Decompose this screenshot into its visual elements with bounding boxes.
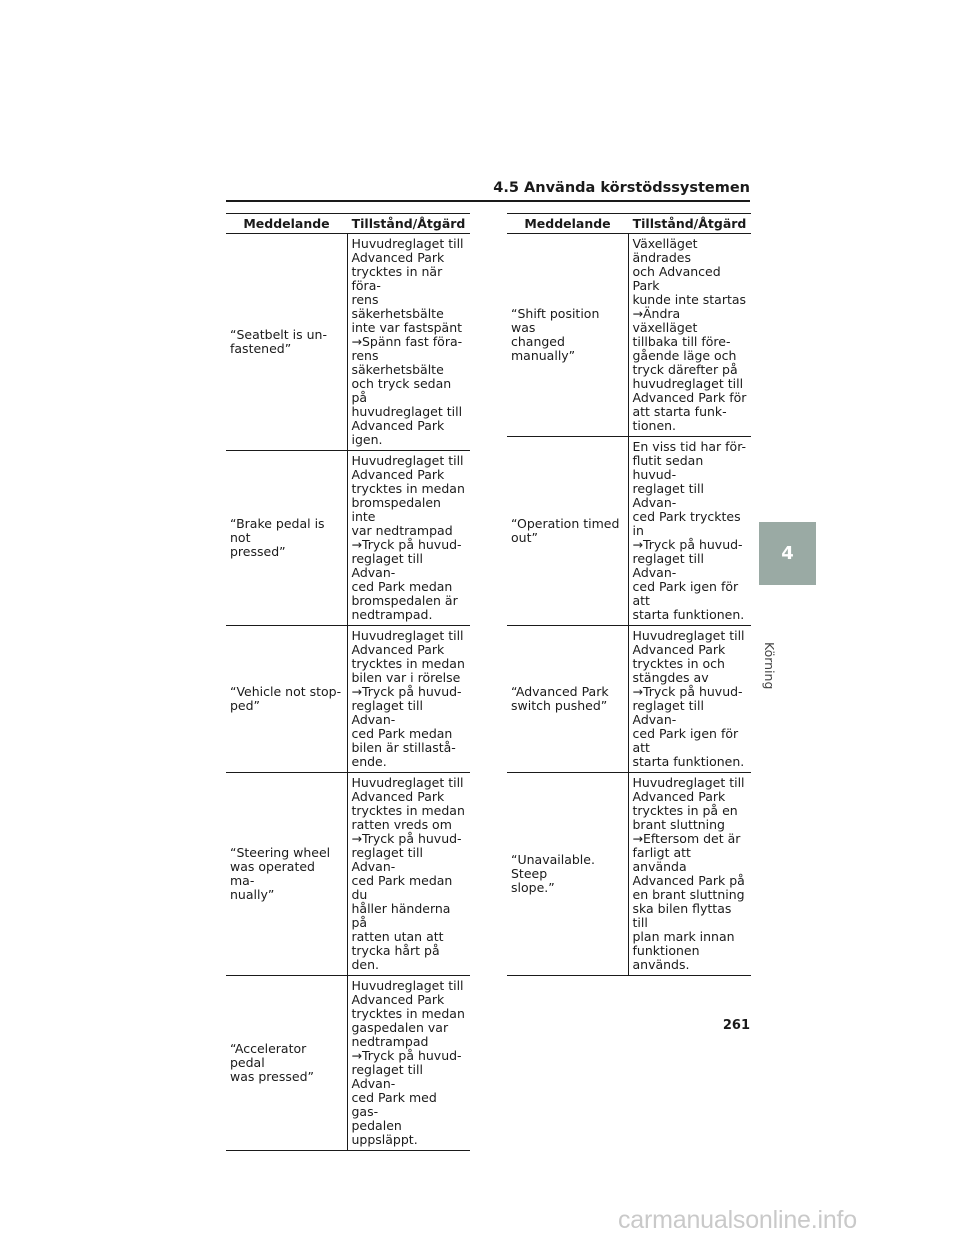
message-cell bbox=[226, 976, 347, 1151]
watermark: carmanualsonline.info bbox=[618, 1206, 858, 1234]
action-cell: Huvudreglaget till Advanced Park trycktes in medan gaspedalen var nedtrampad →Tryck på huvud- reglaget till Advan- ced Park med gas- pedalen uppsläppt. bbox=[347, 976, 470, 1151]
chapter-number: 4 bbox=[781, 543, 794, 564]
table-row bbox=[226, 451, 470, 626]
action-cell: Huvudreglaget till Advanced Park trycktes in på en brant sluttning →Eftersom det är farligt att använda Advanced Park på en brant sluttning ska bilen flyttas till plan mark innan funktionen används. bbox=[628, 773, 751, 976]
message-text: “Operation timed out” bbox=[511, 516, 620, 545]
message-text: “Vehicle not stop- ped” bbox=[230, 684, 342, 713]
table-row bbox=[507, 234, 751, 437]
column-header-action: Tillstånd/Åtgärd bbox=[347, 214, 470, 234]
message-text: “Unavailable. Steep slope.” bbox=[511, 852, 595, 895]
action-cell: Huvudreglaget till Advanced Park trycktes in medan bromspedalen inte var nedtrampad →Tryck på huvud- reglaget till Advan- ced Park medan bromspedalen är nedtrampad. bbox=[347, 451, 470, 626]
action-cell: Huvudreglaget till Advanced Park trycktes in och stängdes av →Tryck på huvud- reglaget till Advan- ced Park igen för att starta funktionen. bbox=[628, 626, 751, 773]
column-header-action: Tillstånd/Åtgärd bbox=[628, 214, 751, 234]
table-row bbox=[507, 626, 751, 773]
message-cell bbox=[507, 626, 628, 773]
message-text: “Advanced Park switch pushed” bbox=[511, 684, 609, 713]
message-text: “Brake pedal is not pressed” bbox=[230, 516, 325, 559]
column-header-message: Meddelande bbox=[226, 214, 347, 234]
table-row bbox=[226, 773, 470, 976]
message-cell bbox=[226, 451, 347, 626]
action-cell: Huvudreglaget till Advanced Park trycktes in medan bilen var i rörelse →Tryck på huvud- reglaget till Advan- ced Park medan bilen är stillastå- ende. bbox=[347, 626, 470, 773]
table-header-row bbox=[226, 214, 470, 234]
table-row bbox=[226, 976, 470, 1151]
table-row bbox=[226, 626, 470, 773]
chapter-label: Körning bbox=[762, 642, 777, 690]
message-cell bbox=[507, 773, 628, 976]
header-rule bbox=[226, 200, 750, 202]
action-cell: Huvudreglaget till Advanced Park trycktes in när föra- rens säkerhetsbälte inte var fastspänt →Spänn fast föra- rens säkerhetsbälte och tryck sedan på huvudreglaget till Advanced Park igen. bbox=[347, 234, 470, 451]
message-cell bbox=[226, 773, 347, 976]
message-text: “Accelerator pedal was pressed” bbox=[230, 1041, 314, 1084]
message-table-left bbox=[226, 213, 470, 1151]
message-text: “Seatbelt is un- fastened” bbox=[230, 327, 327, 356]
action-cell: Växelläget ändrades och Advanced Park kunde inte startas →Ändra växelläget tillbaka till före- gående läge och tryck därefter på huvudreglaget till Advanced Park för att starta funk- tionen. bbox=[628, 234, 751, 437]
page-number: 261 bbox=[722, 1018, 750, 1033]
action-cell: En viss tid har för- flutit sedan huvud- reglaget till Advan- ced Park trycktes in →Tryck på huvud- reglaget till Advan- ced Park igen för att starta funktionen. bbox=[628, 437, 751, 626]
message-cell bbox=[226, 234, 347, 451]
message-text: “Shift position was changed manually” bbox=[511, 306, 600, 363]
action-cell: Huvudreglaget till Advanced Park trycktes in medan ratten vreds om →Tryck på huvud- reglaget till Advan- ced Park medan du håller händerna på ratten utan att trycka hårt på den. bbox=[347, 773, 470, 976]
column-header-message: Meddelande bbox=[507, 214, 628, 234]
table-row bbox=[507, 437, 751, 626]
message-table-right bbox=[507, 213, 751, 976]
message-text: “Steering wheel was operated ma- nually” bbox=[230, 845, 331, 902]
section-title: 4.5 Använda körstödssystemen bbox=[493, 180, 750, 196]
table-row bbox=[226, 234, 470, 451]
message-cell bbox=[507, 437, 628, 626]
table-row bbox=[507, 773, 751, 976]
table-header-row bbox=[507, 214, 751, 234]
message-cell bbox=[507, 234, 628, 437]
message-cell bbox=[226, 626, 347, 773]
